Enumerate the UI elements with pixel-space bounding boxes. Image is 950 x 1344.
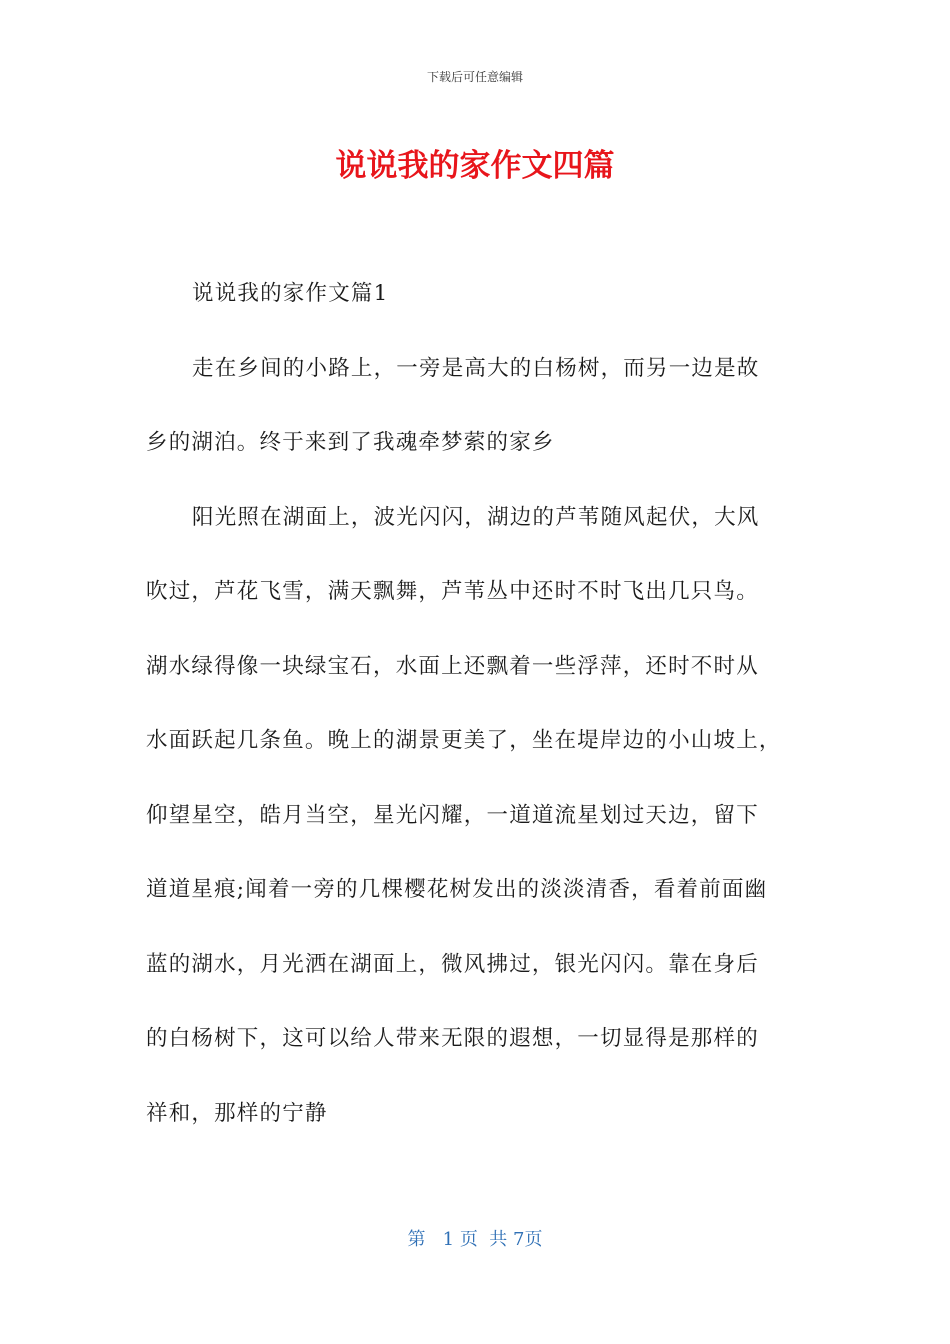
body-line: 乡的湖泊。终于来到了我魂牵梦萦的家乡 <box>146 430 555 455</box>
body-line: 仰望星空，皓月当空，星光闪耀，一道道流星划过天边，留下 <box>146 802 759 828</box>
body-line: 道道星痕;闻着一旁的几棵樱花树发出的淡淡清香，看着前面幽 <box>146 877 768 902</box>
body-line: 走在乡间的小路上，一旁是高大的白杨树，而另一边是故 <box>192 355 760 381</box>
document-title: 说说我的家作文四篇 <box>335 148 615 184</box>
body-line: 湖水绿得像一块绿宝石，水面上还飘着一些浮萍，还时不时从 <box>146 653 759 679</box>
document-body <box>146 270 806 1164</box>
body-line: 说说我的家作文篇1 <box>192 281 389 306</box>
body-line: 水面跃起几条鱼。晚上的湖景更美了，坐在堤岸边的小山坡上， <box>146 728 782 753</box>
page-number: 第 1 页 共 7页 <box>407 1229 543 1250</box>
body-line: 阳光照在湖面上，波光闪闪，湖边的芦苇随风起伏，大风 <box>192 504 760 530</box>
body-line: 吹过，芦花飞雪，满天飘舞，芦苇丛中还时不时飞出几只鸟。 <box>146 579 759 604</box>
body-line: 的白杨树下，这可以给人带来无限的遐想，一切显得是那样的 <box>146 1026 759 1051</box>
body-line: 蓝的湖水，月光洒在湖面上，微风拂过，银光闪闪。靠在身后 <box>146 951 759 977</box>
page-header: 下载后可任意编辑 <box>426 70 523 84</box>
body-line: 祥和，那样的宁静 <box>146 1100 328 1126</box>
